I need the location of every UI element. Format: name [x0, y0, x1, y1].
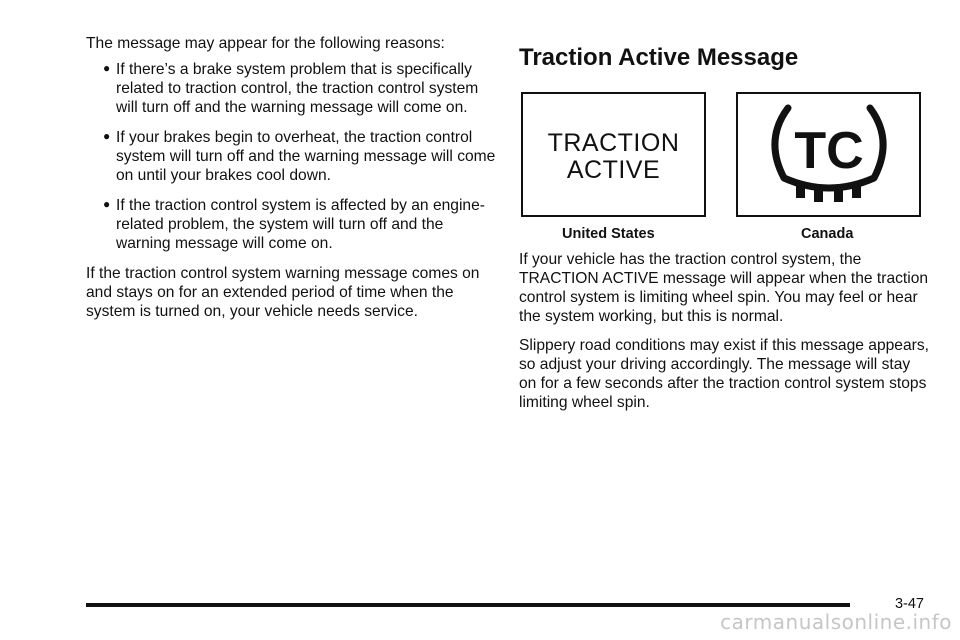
traction-control-symbol-canada	[736, 92, 921, 217]
intro-text: The message may appear for the following reasons:	[86, 35, 445, 52]
reasons-list	[86, 60, 496, 253]
list-item: ● If there’s a brake system problem that is specifically related to traction control, the traction control system will turn off and the warning message will come on.	[103, 61, 479, 116]
bullet-icon: ●	[103, 61, 111, 75]
page-number: 3-47	[894, 596, 924, 612]
traction-active-text: TRACTION ACTIVE	[547, 129, 680, 184]
caption-canada: Canada	[801, 226, 854, 242]
section-heading: Traction Active Message	[519, 44, 799, 71]
bullet-icon: ●	[103, 197, 111, 211]
watermark: carmanualsonline.info	[720, 610, 952, 634]
traction-control-tc-icon	[762, 102, 896, 206]
tc-icon-text: TC	[794, 122, 864, 180]
list-item: ● If your brakes begin to overheat, the traction control system will turn off and the warning message will come on until your brakes cool down.	[103, 129, 496, 184]
closing-paragraph: If the traction control system warning message comes on and stays on for an extended period of time when the system is turned on, your vehicle needs service.	[86, 265, 480, 320]
right-column	[519, 44, 929, 422]
paragraph-traction-active: If your vehicle has the traction control system, the TRACTION ACTIVE message will appear when the traction control system is limiting wheel spin. You may feel or hear the system working, but this is normal.	[519, 251, 929, 325]
bullet-icon: ●	[103, 129, 111, 143]
traction-active-display-us	[521, 92, 706, 217]
figures	[519, 92, 929, 250]
footer-rule	[86, 603, 850, 607]
paragraph-slippery-roads: Slippery road conditions may exist if this message appears, so adjust your driving accordingly. The message will stay on for a few seconds after the traction control system stops limiting wheel spin.	[519, 337, 929, 411]
caption-us: United States	[562, 226, 655, 242]
list-item: ● If the traction control system is affected by an engine-related problem, the system will turn off and the warning message will come on.	[103, 197, 485, 252]
left-column	[86, 34, 496, 321]
